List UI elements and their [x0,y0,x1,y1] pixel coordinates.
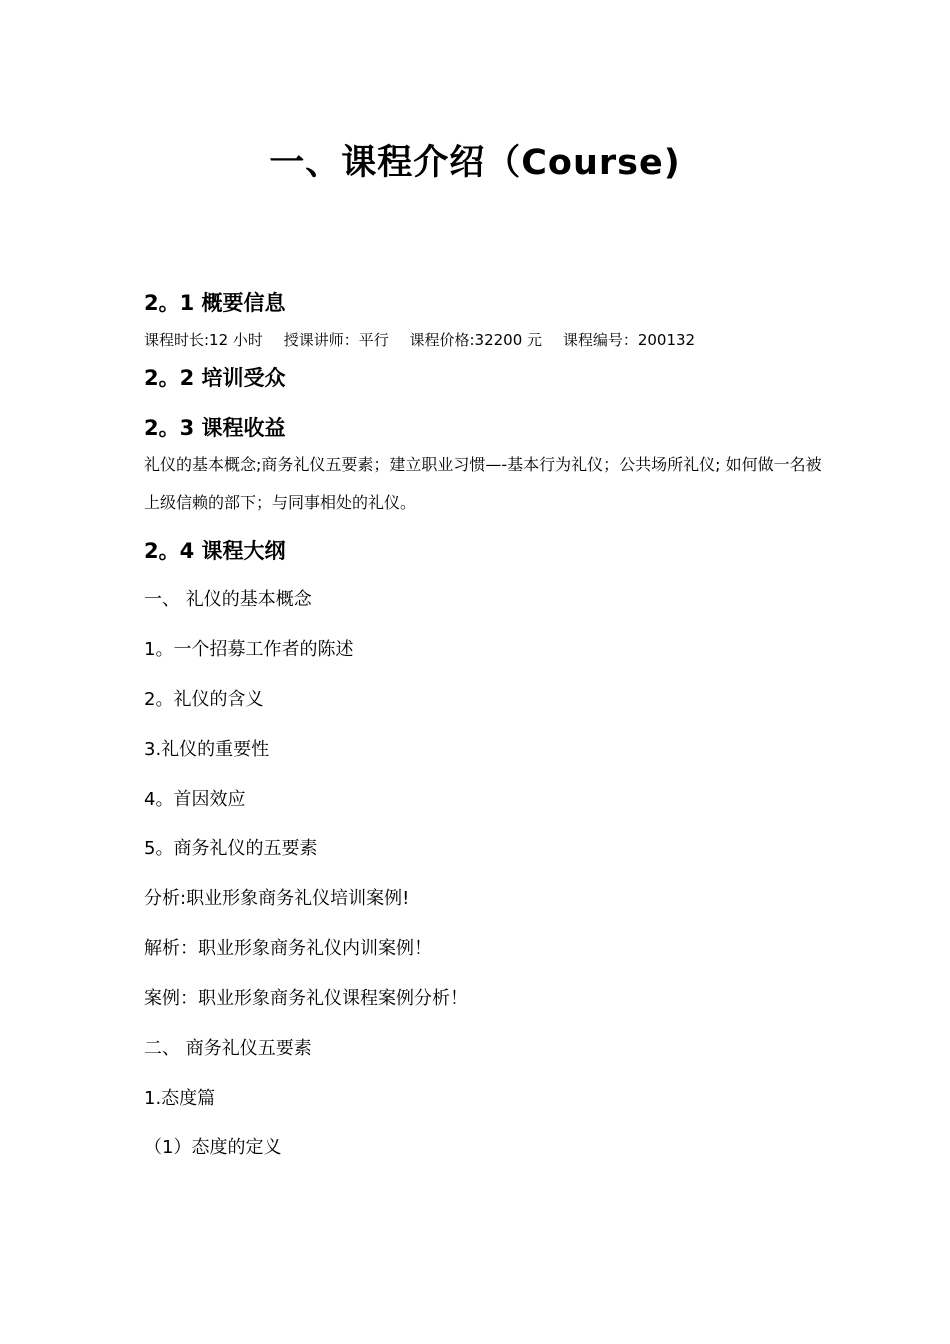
outline-item: （1）态度的定义 [144,1137,282,1158]
course-instructor: 授课讲师：平行 [283,331,389,349]
outline-item: 二、 商务礼仪五要素 [144,1038,312,1059]
outline-item: 1.态度篇 [144,1088,216,1109]
section-heading-outline: 2。4 课程大纲 [144,539,286,563]
outline-item: 分析:职业形象商务礼仪培训案例! [144,888,410,909]
outline-item: 一、 礼仪的基本概念 [144,589,312,610]
outline-item: 2。礼仪的含义 [144,689,264,710]
outline-item: 3.礼仪的重要性 [144,739,270,760]
benefits-paragraph: 礼仪的基本概念;商务礼仪五要素；建立职业习惯—-基本行为礼仪；公共场所礼仪; 如何做一名被上级信赖的部下；与同事相处的礼仪。 [144,455,822,512]
outline-item: 案例：职业形象商务礼仪课程案例分析！ [144,988,468,1009]
outline-item: 5。商务礼仪的五要素 [144,838,318,859]
course-meta-line [144,328,711,352]
outline-item: 解析：职业形象商务礼仪内训案例！ [144,938,432,959]
course-duration: 课程时长:12 小时 [144,331,263,349]
section-heading-overview: 2。1 概要信息 [144,291,286,315]
course-price: 课程价格:32200 元 [409,331,543,349]
page-title: 一、课程介绍（Course) [269,143,681,183]
section-heading-benefits: 2。3 课程收益 [144,416,286,440]
course-code: 课程编号：200132 [562,331,696,349]
outline-item: 4。首因效应 [144,789,246,810]
section-heading-audience: 2。2 培训受众 [144,366,286,390]
outline-item: 1。一个招募工作者的陈述 [144,639,354,660]
